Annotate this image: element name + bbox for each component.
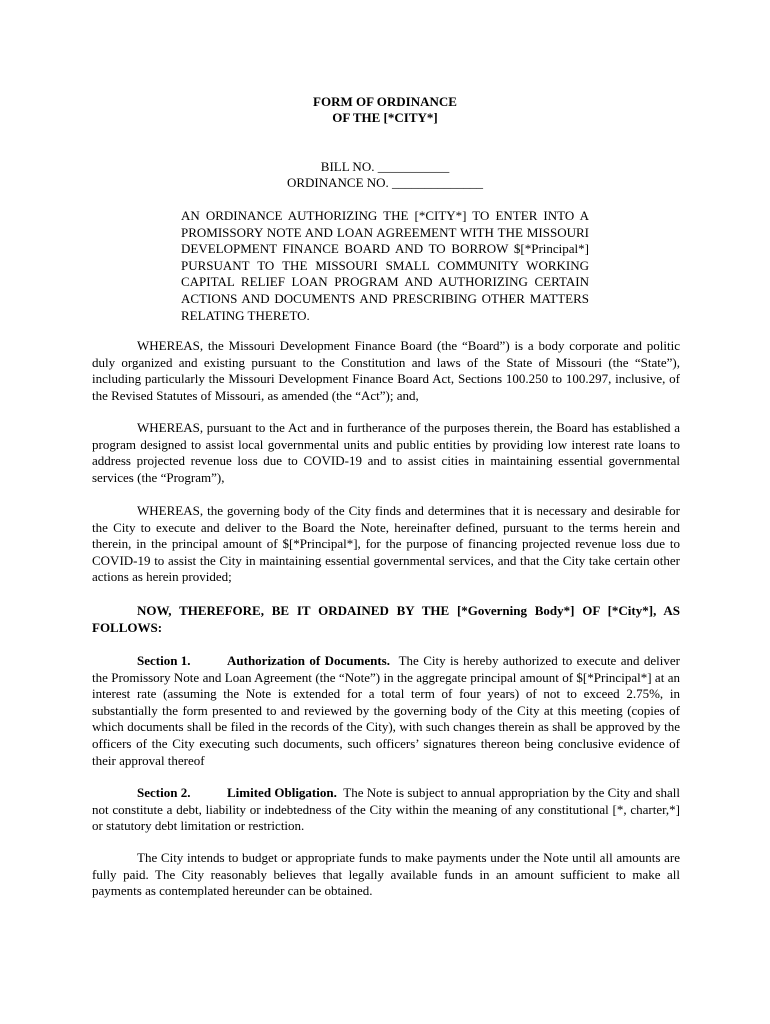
closing-paragraph: The City intends to budget or appropriate funds to make payments under the Note until all amounts are fully paid. The City reasonably believes that legally available funds in an amount sufficient to make all payments as contemplated hereunder can be obtained. bbox=[92, 850, 680, 899]
whereas-paragraph-3: WHEREAS, the governing body of the City finds and determines that it is necessary and desirable for the City to execute and deliver to the Board the Note, hereinafter defined, pursuant to the terms herein and therein, in the principal amount of $[*Principal*], for the purpose of financing projected revenue loss due to COVID-19 to assist the City in maintaining essential governmental services, and that the City take certain other actions as herein provided; bbox=[92, 503, 680, 585]
section-1-text: The City is hereby authorized to execute and deliver the Promissory Note and Loan Agreement (the “Note”) in the aggregate principal amount of $[*Principal*] at an interest rate (assuming the Note is extended for a total term of four years) of not to exceed 2.75%, in substantially the form presented to and reviewed by the governing body of the City at this meeting (copies of which documents shall be filed in the records of the City), with such changes therein as shall be approved by the officers of the City executing such documents, such officers’ signatures thereon being conclusive evidence of their approval thereof bbox=[92, 653, 680, 768]
bill-block bbox=[0, 159, 770, 191]
whereas-paragraph-2: WHEREAS, pursuant to the Act and in furtherance of the purposes therein, the Board has established a program designed to assist local governmental units and public entities by providing low interest rate loans to address projected revenue loss due to COVID-19 and to assist cities in maintaining essential governmental services (the “Program”), bbox=[92, 420, 680, 485]
document-title bbox=[0, 94, 770, 126]
ordained-clause: NOW, THEREFORE, BE IT ORDAINED BY THE [*Governing Body*] OF [*City*], AS FOLLOWS: bbox=[92, 603, 680, 635]
section-1-title: Authorization of Documents. bbox=[227, 653, 390, 668]
section-2 bbox=[92, 785, 680, 835]
ordinance-number: ORDINANCE NO. ______________ bbox=[286, 175, 484, 190]
title-line-1: FORM OF ORDINANCE bbox=[313, 94, 457, 109]
whereas-paragraph-1: WHEREAS, the Missouri Development Finance Board (the “Board”) is a body corporate and politic duly organized and existing pursuant to the Constitution and laws of the State of Missouri (the “State”), including particularly the Missouri Development Finance Board Act, Sections 100.250 to 100.297, inclusive, of the Revised Statutes of Missouri, as amended (the “Act”); and, bbox=[92, 338, 680, 403]
bill-number: BILL NO. ___________ bbox=[320, 159, 450, 174]
section-1-number: Section 1. bbox=[137, 653, 191, 668]
title-line-2: OF THE [*CITY*] bbox=[332, 110, 438, 125]
section-2-text: The Note is subject to annual appropriation by the City and shall not constitute a debt, liability or indebtedness of the City within the meaning of any constitutional [*, charter,*] or statutory debt limitation or restriction. bbox=[92, 785, 681, 834]
section-2-number: Section 2. bbox=[137, 785, 191, 800]
section-2-title: Limited Obligation. bbox=[227, 785, 337, 800]
ordinance-caption: AN ORDINANCE AUTHORIZING THE [*CITY*] TO ENTER INTO A PROMISSORY NOTE AND LOAN AGREEMENT WITH THE MISSOURI DEVELOPMENT FINANCE BOARD AND TO BORROW $[*Principal*] PURSUANT TO THE MISSOURI SMALL COMMUNITY WORKING CAPITAL RELIEF LOAN PROGRAM AND AUTHORIZING CERTAIN ACTIONS AND DOCUMENTS AND PRESCRIBING OTHER MATTERS RELATING THERETO. bbox=[181, 208, 589, 323]
section-1 bbox=[92, 653, 680, 769]
